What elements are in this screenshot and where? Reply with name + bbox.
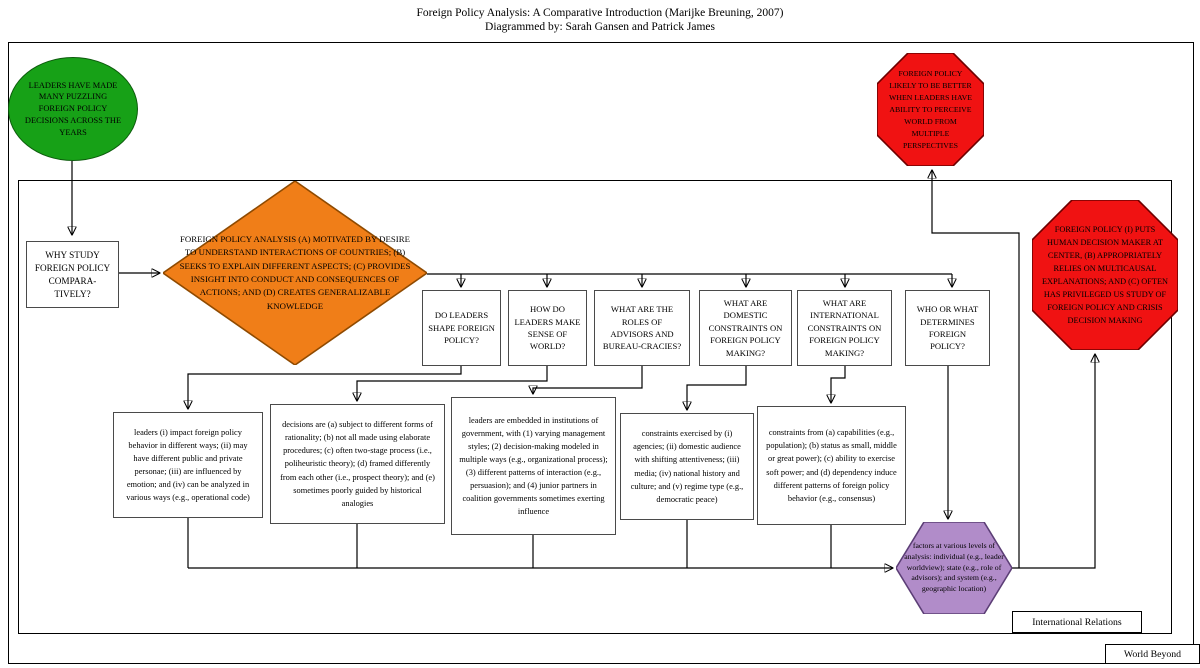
question-text: DO LEADERS SHAPE FOREIGN POLICY? [428, 310, 495, 346]
fpa-diamond [163, 181, 427, 365]
answer-box-decisions [270, 404, 445, 524]
question-text: WHAT ARE DOMESTIC CONSTRAINTS ON FOREIGN POLICY MAKING? [708, 297, 783, 358]
factors-hexagon-text: factors at various levels of analysis: individual (e.g., leader worldview); state (e.g., role of advisors); and system (e.g., geographic location) [904, 540, 1004, 594]
answer-box-leaders-impact [113, 412, 263, 518]
question-box-advisors [594, 290, 690, 366]
top-conclusion-text: FOREIGN POLICY LIKELY TO BE BETTER WHEN LEADERS HAVE ABILITY TO PERCEIVE WORLD FROM MULTIPLE PERSPECTIVES [888, 68, 973, 150]
answer-text: leaders are embedded in institutions of government, with (1) varying management styles; (2) decision-making modeled in multiple ways (e.g., organizational process); (3) different patterns of interaction (e.g., persuasion); and (4) junior partners in coalition governments sometimes exerting influence [459, 415, 608, 517]
question-box-leaders-shape [422, 290, 501, 366]
top-conclusion-octagon [877, 53, 984, 166]
answer-text: leaders (i) impact foreign policy behavior in different ways; (ii) may have different public and private personae; (iii) are influenced by emotion; and (iv) can be analyzed in various ways (e.g., operational code) [126, 427, 250, 503]
start-ellipse [8, 57, 138, 161]
fpa-diamond-text: FOREIGN POLICY ANALYSIS (A) MOTIVATED BY DESIRE TO UNDERSTAND INTERACTIONS OF COUNTRIES; (B) SEEKS TO EXPLAIN DIFFERENT ASPECTS; (C) PROVIDES INSIGHT INTO CONDUCT AND CONSEQUENCES OF ACTIONS; AND (D) CREATES GENERALIZABLE KNOWLEDGE [179, 233, 411, 311]
question-box-make-sense [508, 290, 587, 366]
answer-box-institutions [451, 397, 616, 535]
right-conclusion-text: FOREIGN POLICY (I) PUTS HUMAN DECISION MAKER AT CENTER, (B) APPROPRIATELY RELIES ON MULTICAUSAL EXPLANATIONS; AND (C) OFTEN HAS PRIVILEGED US STUDY OF FOREIGN POLICY AND CRISIS DECISION MAKING [1041, 225, 1169, 325]
answer-text: constraints from (a) capabilities (e.g., population); (b) status as small, middle or great power); (c) ability to exercise soft power; and (d) dependency induce different patterns of foreign policy behavior (e.g., consensus) [766, 428, 897, 503]
question-box-who-determines [905, 290, 990, 366]
world-beyond-label-text: World Beyond [1123, 648, 1182, 660]
question-text: HOW DO LEADERS MAKE SENSE OF WORLD? [514, 304, 581, 352]
question-text: WHO OR WHAT DETERMINES FOREIGN POLICY? [916, 304, 979, 352]
why-study-text: WHY STUDY FOREIGN POLICY COMPARA-TIVELY? [34, 249, 111, 299]
why-study-box [26, 241, 119, 308]
answer-text: constraints exercised by (i) agencies; (ii) domestic audience with shifting attentiveness; (iii) media; (iv) national history and culture; and (v) regime type (e.g., democratic peace) [630, 429, 744, 504]
international-relations-label [1012, 611, 1142, 633]
question-text: WHAT ARE THE ROLES OF ADVISORS AND BUREAU-CRACIES? [602, 304, 682, 352]
answer-text: decisions are (a) subject to different forms of rationality; (b) not all made using elaborate procedures; (c) often two-stage process (i.e., poliheuristic theory); (d) framed differently from each other (i.e., prospect theory); and (e) sometimes poorly guided by historical analogies [280, 420, 435, 508]
question-box-domestic [699, 290, 792, 366]
answer-box-domestic-constraints [620, 413, 754, 520]
title-line2: Diagrammed by: Sarah Gansen and Patrick James [485, 21, 715, 33]
start-ellipse-text: LEADERS HAVE MADE MANY PUZZLING FOREIGN POLICY DECISIONS ACROSS THE YEARS [24, 80, 122, 137]
world-beyond-label [1105, 644, 1200, 664]
title-line1: Foreign Policy Analysis: A Comparative Introduction (Marijke Breuning, 2007) [416, 7, 784, 19]
international-relations-label-text: International Relations [1032, 616, 1122, 628]
right-conclusion-octagon [1032, 200, 1178, 350]
question-text: WHAT ARE INTERNATIONAL CONSTRAINTS ON FOREIGN POLICY MAKING? [807, 297, 882, 358]
answer-box-international-constraints [757, 406, 906, 525]
question-box-international [797, 290, 892, 366]
factors-hexagon [896, 522, 1012, 614]
